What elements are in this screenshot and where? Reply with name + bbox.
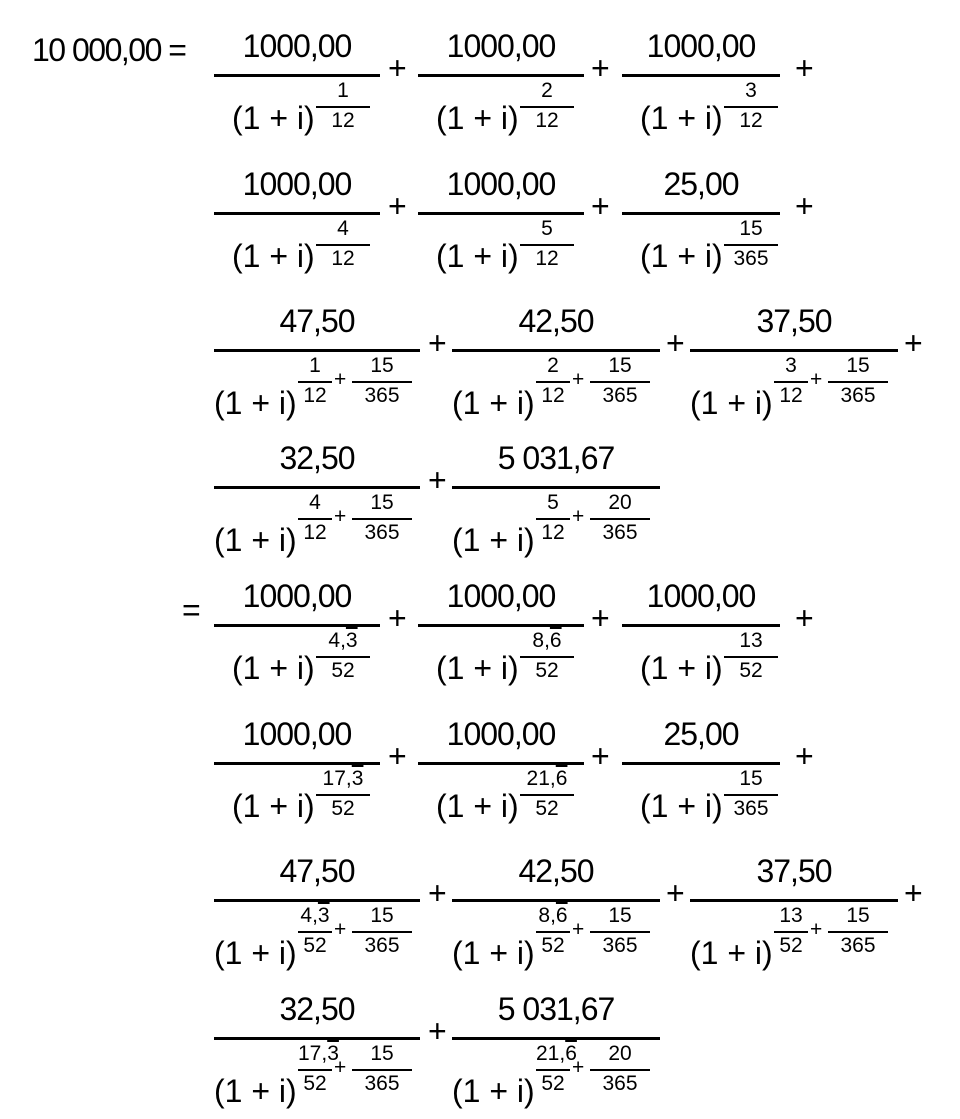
exponent-numerator: 5 (547, 491, 559, 514)
exponent-denominator: 365 (602, 934, 638, 957)
second-equals-sign: = (182, 592, 201, 628)
exponent-numerator: 4,3 (300, 904, 330, 927)
plus-sign: + (591, 738, 610, 774)
denominator-base: (1 + i) (232, 238, 315, 274)
denominator-base: (1 + i) (452, 1073, 535, 1109)
exponent-numerator: 15 (370, 491, 394, 514)
exponent-fraction-bar (590, 518, 650, 520)
fraction-bar (214, 762, 380, 765)
plus-sign: + (428, 1013, 447, 1049)
fraction-bar (214, 1037, 420, 1040)
exponent-numerator: 1 (337, 79, 349, 102)
fraction-bar (622, 624, 780, 627)
exponent-fraction-bar (724, 656, 778, 658)
exponent-numerator: 2 (541, 79, 553, 102)
exponent-fraction-bar (298, 931, 332, 933)
plus-sign: + (591, 50, 610, 86)
exponent-numerator: 2 (547, 354, 559, 377)
exponent-numerator: 15 (608, 354, 632, 377)
repeating-digit: 3 (345, 629, 358, 652)
denominator-base: (1 + i) (452, 935, 535, 971)
plus-sign: + (388, 738, 407, 774)
exponent-denominator: 52 (541, 934, 565, 957)
exponent-numerator: 15 (370, 354, 394, 377)
repeating-digit: 3 (351, 767, 364, 790)
term-numerator: 5 031,67 (497, 440, 615, 476)
plus-sign: + (904, 325, 923, 361)
exponent-denominator: 52 (331, 797, 355, 820)
repeating-digit: 3 (317, 904, 330, 927)
exponent-fraction-bar (520, 244, 574, 246)
exponent-denominator: 365 (733, 797, 769, 820)
plus-sign: + (388, 50, 407, 86)
denominator-base: (1 + i) (640, 238, 723, 274)
fraction-bar (214, 74, 380, 77)
exponent-numerator: 21,6 (526, 767, 568, 790)
exponent-numerator: 3 (785, 354, 797, 377)
denominator-base: (1 + i) (436, 100, 519, 136)
exponent-denominator: 52 (331, 659, 355, 682)
equation-lhs: 10 000,00 = (32, 32, 186, 68)
repeating-digit: 3 (327, 1042, 339, 1065)
fraction-bar (452, 486, 660, 489)
fraction-bar (690, 899, 898, 902)
fraction-bar (452, 1037, 660, 1040)
exponent-plus-sign: + (810, 368, 823, 391)
term-numerator: 42,50 (518, 853, 594, 889)
fraction-bar (214, 624, 380, 627)
exponent-denominator: 365 (602, 1072, 638, 1095)
term-numerator: 32,50 (279, 991, 355, 1027)
term-numerator: 47,50 (279, 303, 355, 339)
fraction-bar (622, 762, 780, 765)
exponent-numerator: 13 (779, 904, 803, 927)
exponent-denominator: 365 (364, 384, 400, 407)
fraction-bar (214, 349, 420, 352)
exponent-fraction-bar (828, 931, 888, 933)
plus-sign: + (666, 875, 685, 911)
exponent-plus-sign: + (810, 918, 823, 941)
term-numerator: 37,50 (756, 303, 832, 339)
term-numerator: 25,00 (663, 716, 739, 752)
fraction-bar (418, 762, 584, 765)
exponent-numerator: 21,6 (536, 1042, 577, 1065)
exponent-numerator: 13 (739, 629, 763, 652)
denominator-base: (1 + i) (640, 100, 723, 136)
exponent-denominator: 52 (535, 659, 559, 682)
plus-sign: + (795, 50, 814, 86)
fraction-bar (214, 899, 420, 902)
exponent-numerator: 15 (846, 354, 870, 377)
term-numerator: 37,50 (756, 853, 832, 889)
term-numerator: 1000,00 (242, 28, 352, 64)
exponent-numerator: 20 (608, 491, 632, 514)
exponent-plus-sign: + (334, 505, 347, 528)
denominator-base: (1 + i) (690, 385, 773, 421)
exponent-fraction-bar (774, 381, 808, 383)
exponent-numerator: 1 (309, 354, 321, 377)
exponent-denominator: 12 (303, 384, 327, 407)
exponent-plus-sign: + (572, 1056, 585, 1079)
exponent-denominator: 52 (535, 797, 559, 820)
exponent-denominator: 52 (541, 1072, 565, 1095)
plus-sign: + (795, 738, 814, 774)
term-numerator: 1000,00 (446, 28, 556, 64)
exponent-denominator: 12 (535, 109, 559, 132)
exponent-numerator: 5 (541, 217, 553, 240)
term-numerator: 1000,00 (242, 578, 352, 614)
exponent-fraction-bar (828, 381, 888, 383)
exponent-fraction-bar (536, 518, 570, 520)
exponent-denominator: 12 (303, 521, 327, 544)
fraction-bar (690, 349, 898, 352)
denominator-base: (1 + i) (436, 650, 519, 686)
exponent-fraction-bar (352, 931, 412, 933)
exponent-fraction-bar (316, 794, 370, 796)
term-numerator: 42,50 (518, 303, 594, 339)
plus-sign: + (591, 600, 610, 636)
plus-sign: + (795, 600, 814, 636)
exponent-denominator: 12 (331, 247, 355, 270)
exponent-numerator: 17,3 (322, 767, 364, 790)
exponent-denominator: 365 (364, 1072, 400, 1095)
term-numerator: 1000,00 (646, 578, 756, 614)
plus-sign: + (388, 188, 407, 224)
term-numerator: 1000,00 (242, 166, 352, 202)
exponent-numerator: 15 (846, 904, 870, 927)
exponent-plus-sign: + (572, 505, 585, 528)
exponent-fraction-bar (520, 794, 574, 796)
exponent-plus-sign: + (334, 918, 347, 941)
exponent-fraction-bar (774, 931, 808, 933)
exponent-fraction-bar (316, 244, 370, 246)
repeating-digit: 6 (555, 767, 568, 790)
denominator-base: (1 + i) (690, 935, 773, 971)
exponent-fraction-bar (520, 656, 574, 658)
exponent-fraction-bar (536, 1069, 570, 1071)
exponent-denominator: 365 (364, 934, 400, 957)
exponent-numerator: 20 (608, 1042, 632, 1065)
exponent-plus-sign: + (334, 1056, 347, 1079)
exponent-numerator: 15 (739, 767, 763, 790)
exponent-numerator: 15 (739, 217, 763, 240)
exponent-plus-sign: + (572, 918, 585, 941)
exponent-denominator: 365 (840, 934, 876, 957)
fraction-bar (418, 212, 584, 215)
exponent-denominator: 52 (739, 659, 763, 682)
exponent-denominator: 12 (739, 109, 763, 132)
exponent-fraction-bar (352, 381, 412, 383)
exponent-fraction-bar (536, 931, 570, 933)
term-numerator: 1000,00 (646, 28, 756, 64)
fraction-bar (622, 74, 780, 77)
fraction-bar (452, 899, 660, 902)
exponent-numerator: 8,6 (538, 904, 568, 927)
exponent-denominator: 365 (733, 247, 769, 270)
exponent-fraction-bar (590, 931, 650, 933)
term-numerator: 25,00 (663, 166, 739, 202)
term-numerator: 1000,00 (446, 716, 556, 752)
exponent-denominator: 12 (541, 521, 565, 544)
exponent-denominator: 12 (535, 247, 559, 270)
plus-sign: + (591, 188, 610, 224)
exponent-numerator: 4,3 (328, 629, 358, 652)
exponent-denominator: 12 (779, 384, 803, 407)
exponent-numerator: 3 (745, 79, 757, 102)
exponent-fraction-bar (352, 1069, 412, 1071)
denominator-base: (1 + i) (640, 650, 723, 686)
term-numerator: 1000,00 (242, 716, 352, 752)
denominator-base: (1 + i) (232, 100, 315, 136)
exponent-denominator: 365 (840, 384, 876, 407)
exponent-plus-sign: + (572, 368, 585, 391)
exponent-denominator: 52 (779, 934, 803, 957)
fraction-bar (418, 624, 584, 627)
exponent-denominator: 365 (602, 521, 638, 544)
exponent-denominator: 52 (303, 934, 327, 957)
exponent-fraction-bar (316, 656, 370, 658)
exponent-fraction-bar (352, 518, 412, 520)
exponent-numerator: 4 (309, 491, 321, 514)
exponent-numerator: 8,6 (532, 629, 562, 652)
exponent-fraction-bar (536, 381, 570, 383)
fraction-bar (622, 212, 780, 215)
repeating-digit: 6 (555, 904, 568, 927)
repeating-digit: 6 (549, 629, 562, 652)
exponent-numerator: 17,3 (298, 1042, 339, 1065)
plus-sign: + (388, 600, 407, 636)
denominator-base: (1 + i) (232, 650, 315, 686)
plus-sign: + (904, 875, 923, 911)
denominator-base: (1 + i) (640, 788, 723, 824)
plus-sign: + (795, 188, 814, 224)
exponent-fraction-bar (590, 381, 650, 383)
exponent-fraction-bar (298, 381, 332, 383)
plus-sign: + (666, 325, 685, 361)
denominator-base: (1 + i) (232, 788, 315, 824)
term-numerator: 1000,00 (446, 166, 556, 202)
denominator-base: (1 + i) (214, 522, 297, 558)
term-numerator: 32,50 (279, 440, 355, 476)
plus-sign: + (428, 875, 447, 911)
exponent-fraction-bar (520, 106, 574, 108)
exponent-numerator: 15 (370, 904, 394, 927)
exponent-plus-sign: + (334, 368, 347, 391)
denominator-base: (1 + i) (452, 385, 535, 421)
exponent-fraction-bar (724, 244, 778, 246)
denominator-base: (1 + i) (436, 238, 519, 274)
exponent-numerator: 15 (370, 1042, 394, 1065)
exponent-fraction-bar (298, 1069, 332, 1071)
exponent-fraction-bar (316, 106, 370, 108)
term-numerator: 5 031,67 (497, 991, 615, 1027)
denominator-base: (1 + i) (214, 385, 297, 421)
exponent-fraction-bar (724, 794, 778, 796)
fraction-bar (214, 212, 380, 215)
fraction-bar (418, 74, 584, 77)
fraction-bar (214, 486, 420, 489)
exponent-fraction-bar (590, 1069, 650, 1071)
exponent-denominator: 12 (331, 109, 355, 132)
exponent-denominator: 365 (602, 384, 638, 407)
exponent-denominator: 12 (541, 384, 565, 407)
exponent-numerator: 4 (337, 217, 349, 240)
exponent-fraction-bar (298, 518, 332, 520)
exponent-numerator: 15 (608, 904, 632, 927)
exponent-fraction-bar (724, 106, 778, 108)
denominator-base: (1 + i) (214, 935, 297, 971)
denominator-base: (1 + i) (452, 522, 535, 558)
exponent-denominator: 52 (303, 1072, 327, 1095)
repeating-digit: 6 (565, 1042, 577, 1065)
term-numerator: 1000,00 (446, 578, 556, 614)
denominator-base: (1 + i) (214, 1073, 297, 1109)
plus-sign: + (428, 325, 447, 361)
term-numerator: 47,50 (279, 853, 355, 889)
plus-sign: + (428, 462, 447, 498)
fraction-bar (452, 349, 660, 352)
exponent-denominator: 365 (364, 521, 400, 544)
denominator-base: (1 + i) (436, 788, 519, 824)
